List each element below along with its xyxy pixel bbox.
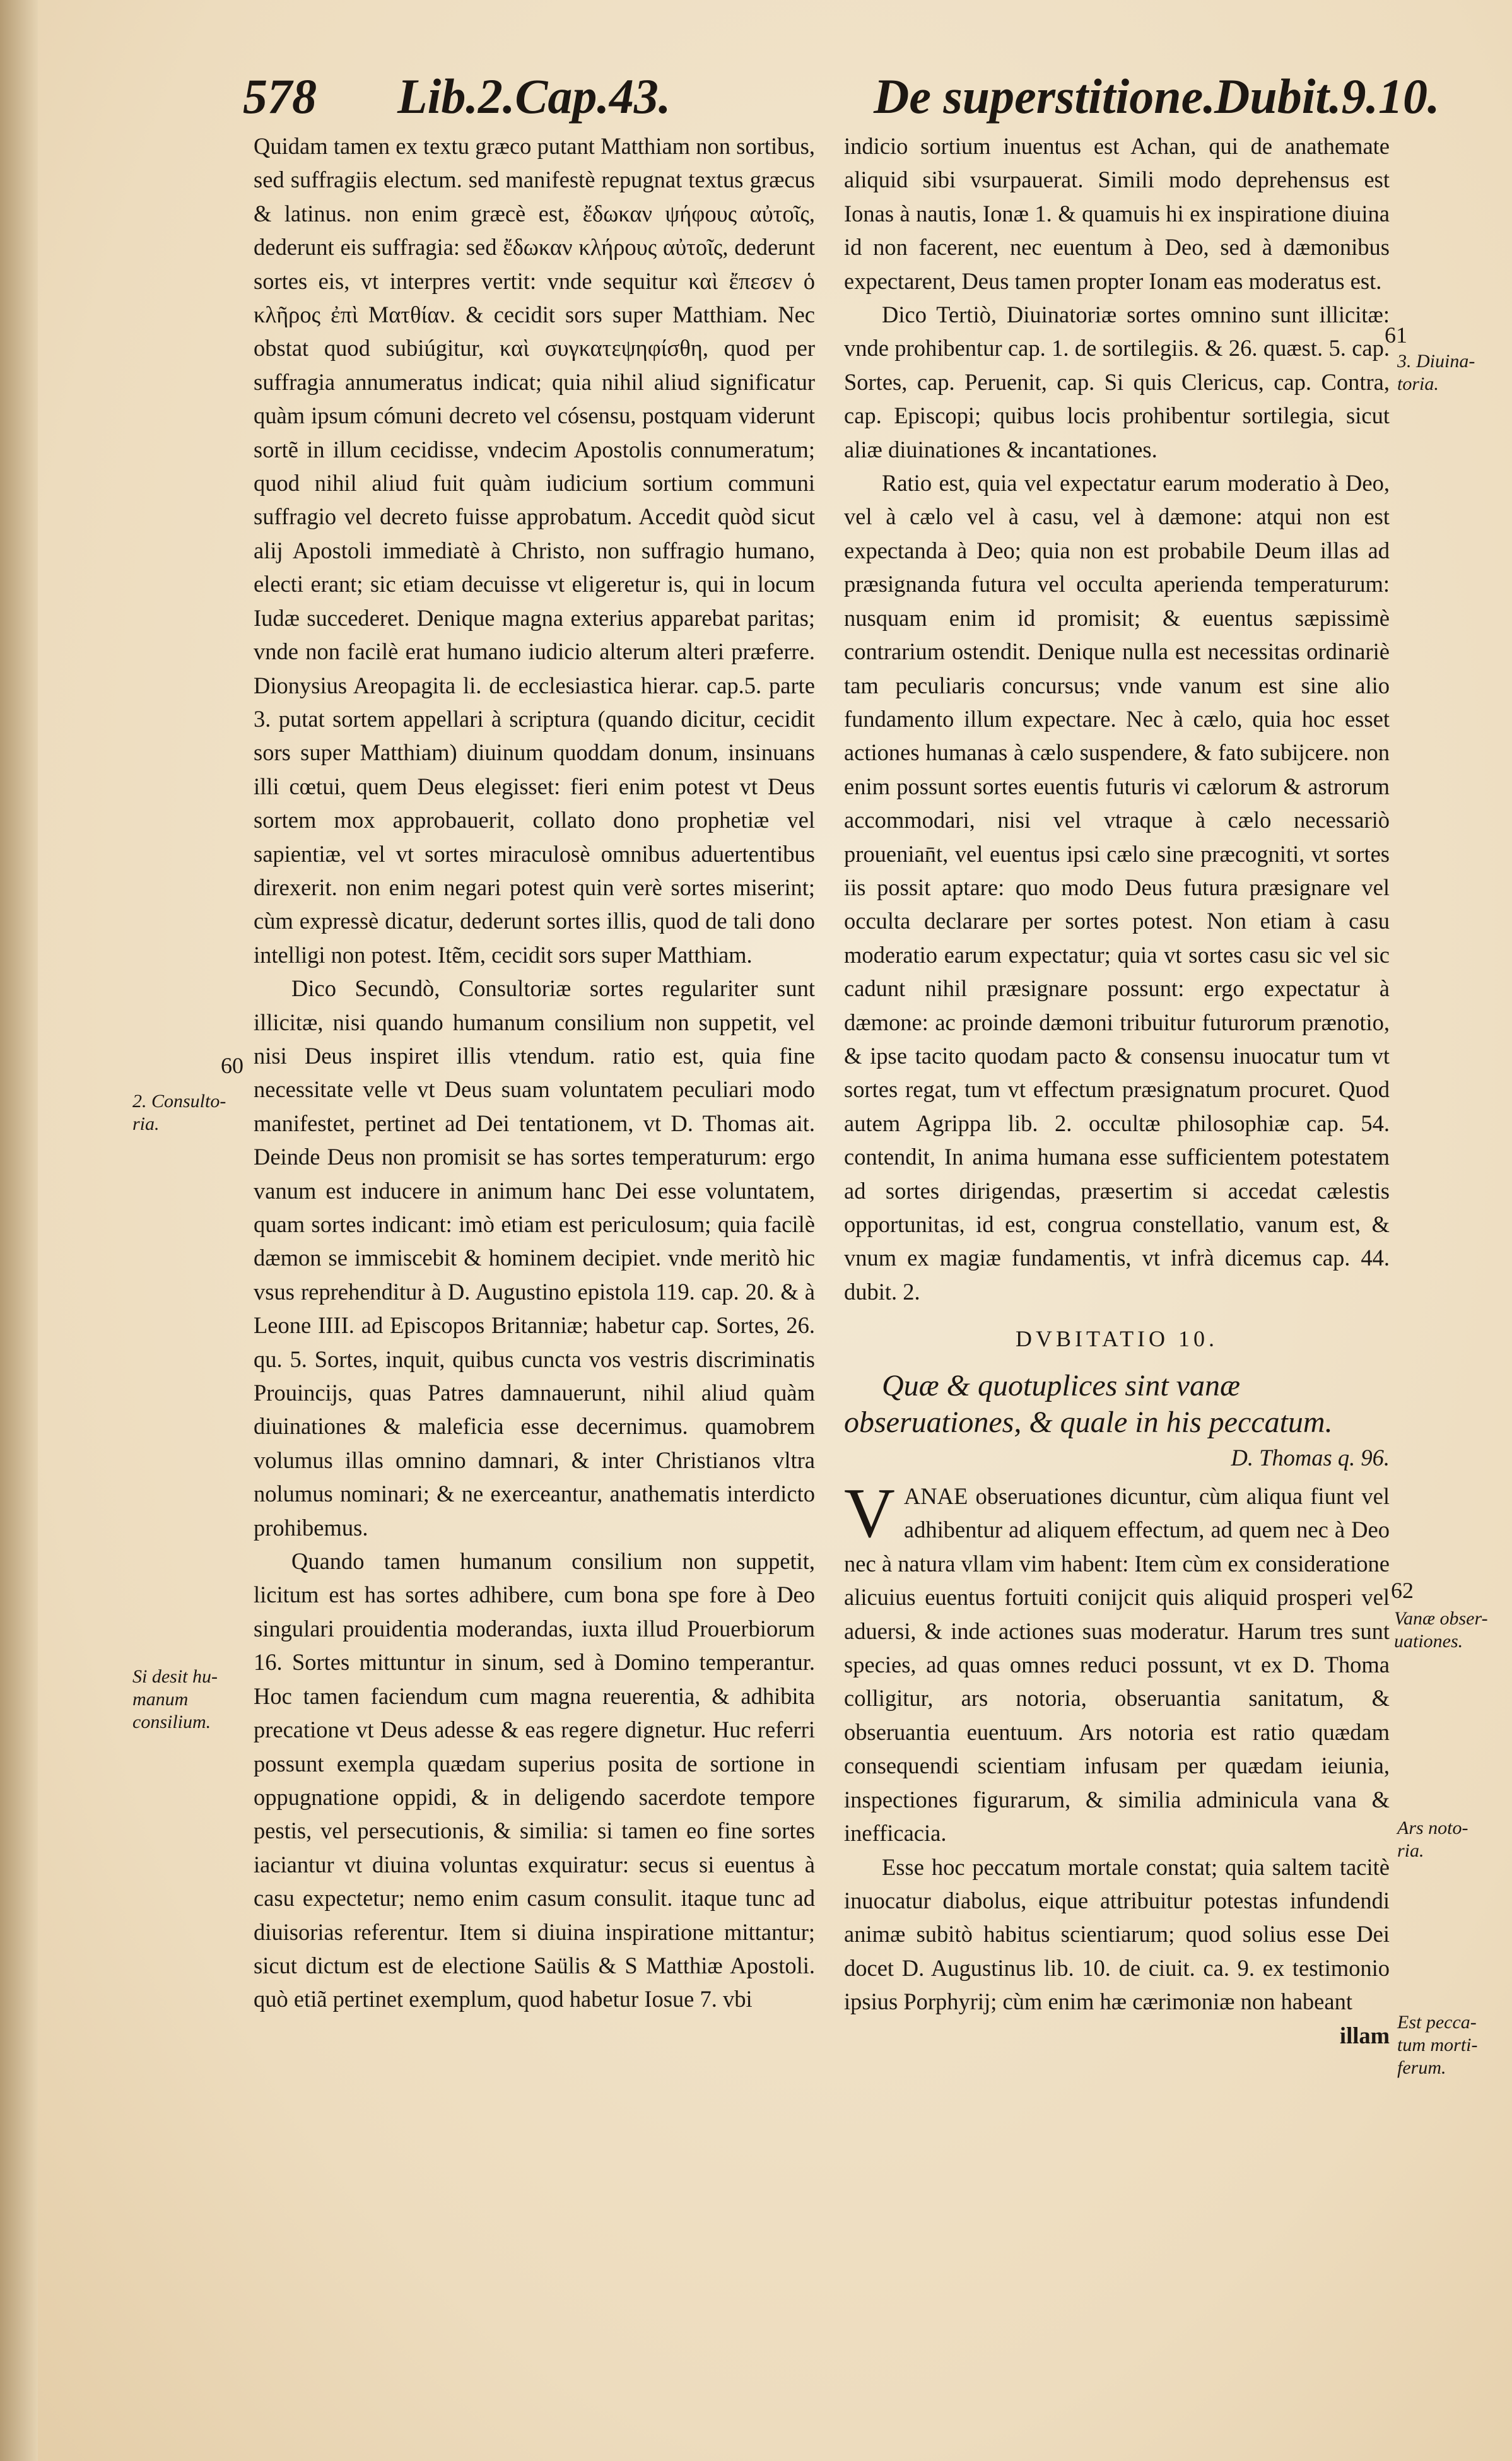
margin-note-si-desit: Si desit hu- manum consilium.: [132, 1666, 218, 1732]
paragraph: Quidam tamen ex textu græco putant Matthiam non sortibus, sed suffragiis electum. sed manifestè repugnat textus græcus & latinus. non enim græcè est, ἔδωκαν ψήφους αὐτοῖς, dederunt eis suffragia: sed ἔδωκαν κλήρους αὐτοῖς, dederunt sortes eis, vt interpres vertit: vnde sequitur καὶ ἔπεσεν ὁ κλῆρος ἐπὶ Ματθίαν. & cecidit sors super Matthiam. Nec obstat quod subiúgitur, καὶ συγκατεψηφίσθη, quod per suffragia annumeratus indicat; quia nihil aliud significatur quàm ipsum cómuni decreto vel cósensu, postquam viderunt sortẽ in illum cecidisse, vndecim Apostolis connumeratum; quod nihil aliud fuit quàm iudicium sortium communi suffragio vel decreto fuisse approbatum. Accedit quòd sicut alij Apostoli immediatè à Christo, non suffragio humano, electi erant; sic etiam decuisse vt eligeretur is, qui in locum Iudæ succederet. Denique magna exterius apparebat paritas; vnde non facilè erat humano iudicio alterum alteri præferre. Dionysius Areopagita li. de ecclesiastica hierar. cap.5. parte 3. putat sortem appellari à scriptura (quando dicitur, cecidit sors super Matthiam) diuinum quoddam donum, insinuans illi cœtui, quem Deus elegisset: fieri enim potest vt Deus sortem mox approbauerit, collato dono prophetiæ vel sapientiæ, vel vt sortes miraculosè omnibus aduertentibus direxerit. non enim negari potest quin verè sortes miserint; cùm expressè dicatur, dederunt sortes illis, quod de tali dono intelligi non potest. Itẽm, cecidit sors super Matthiam.: [254, 133, 815, 968]
running-header: [243, 62, 1440, 131]
margin-note-consultoria: 2. Consulto- ria.: [132, 1091, 226, 1134]
page-gutter: [0, 0, 38, 2461]
margin-note-vanae-obseruationes: Vanæ obser- uationes.: [1394, 1608, 1488, 1652]
margin-number-60: 60: [221, 1053, 243, 1078]
paragraph: Dico Secundò, Consultoriæ sortes regulariter sunt illicitæ, nisi quando humanum consilium non suppetit, vel nisi Deus inspiret illis vtendum. ratio est, quia fine necessitate velle vt Deus suam voluntatem peculiari modo manifestet, pertinet ad Dei tentationem, vt D. Thomas ait. Deinde Deus non promisit se has sortes temperaturum: ergo vanum est inducere in animum hanc Dei esse voluntatem, quam sortes indicant: imò etiam est periculosum; quia facilè dæmon se immiscebit & hominem decipiet. vnde meritò hic vsus reprehenditur à D. Augustino epistola 119. cap. 20. & à Leone IIII. ad Episcopos Britanniæ; habetur cap. Sortes, 26. qu. 5. Sortes, inquit, quibus cuncta vos vestris discriminatis Prouincijs, quas Patres damnauerunt, nihil aliud quàm diuinationes & maleficia esse decernimus. quamobrem volumus illas omnino damnari, & inter Christianos vltra nolumus nominari; & ne exerceantur, anathematis interdicto prohibemus.: [254, 975, 815, 1541]
paragraph: Quando tamen humanum consilium non suppetit, licitum est has sortes adhibere, cum bona spe fore à Deo singulari prouidentia moderandas, iuxta illud Prouerbiorum 16. Sortes mittuntur in sinum, sed à Domino temperantur. Hoc tamen faciendum cum magna reuerentia, & adhibita precatione vt Deus adesse & eas regere dignetur. Huc referri possunt exempla quædam superius posita de sortione in oppugnatione oppidi, & in deligendo sacerdote tempore pestis, vel persecutionis, & similia: si tamen eo fine sortes iaciantur vt diuina voluntas exquiratur: secus si euentus à casu expectetur; nemo enim casum consulit. itaque tunc ad diuisorias referentur. Item si diuina inspiratione mittantur; sicut dictum est de electione Saülis & S Matthiæ Apostoli. quò etiã pertinet exemplum, quod habetur Iosue 7. vbi: [254, 1548, 815, 2012]
left-column: [254, 129, 815, 2016]
book-chapter: Lib.2.Cap.43.: [397, 69, 671, 124]
page-number: 578: [243, 69, 317, 124]
dubit-label: Dubit.9.10.: [1214, 69, 1440, 124]
margin-number-61: 61: [1385, 322, 1407, 348]
margin-note-est-peccatum: Est pecca- tum morti- ferum.: [1397, 2012, 1478, 2078]
margin-note-ars-notoria: Ars noto- ria.: [1397, 1818, 1468, 1861]
paragraph: Ratio est, quia vel expectatur earum moderatio à Deo, vel à cælo vel à casu, vel à dæmone: atqui non est expectanda à Deo; quia non est probabile Deum illas ad præsignanda futura vel occulta aperienda temperaturum: nusquam enim id promisit; & euentus sæpissimè contrarium ostendit. Denique nulla est necessitas ordinariè tam peculiaris concursus; vnde vanum est sine alio fundamento illum expectare. Nec à cælo, quia hoc esset actiones humanas à cælo suspendere, & fato subijcere. non enim possunt sortes euentis futuris vi cælorum & astrorum accommodari, nisi vel vtraque à cælo necessariò prouenian̄t, vel euentus ipsi cælo sine præcogniti, vt sortes iis possit aptare: quo modo Deus futura præsignare vel occulta declarare per sortes potest. Non etiam à casu moderatio earum expectatur; quia vt sortes casu sic vel sic cadunt nihil præsignare possunt: ergo expectatur à dæmone: ac proinde dæmoni tribuitur futurorum prænotio, & ipse tacito quodam pacto & consensu inuocatur tum vt sortes regat, tum vt effectum præsignatum procuret. Quod autem Agrippa lib. 2. occultæ philosophiæ cap. 54. contendit, In anima humana esse sufficientem potestatem ad sortes dirigendas, præsertim si accedat cælestis opportunitas, id est, congrua constellatio, vanum est, & vnum ex magiæ fundamentis, vt infrà dicemus cap. 44. dubit. 2.: [844, 470, 1390, 1305]
dubitatio-heading: DVBITATIO 10.: [1015, 1326, 1219, 1352]
paragraph: Dico Tertiò, Diuinatoriæ sortes omnino sunt illicitæ: vnde prohibentur cap. 1. de sortilegiis. & 26. quæst. 5. cap. Sortes, cap. Peruenit, cap. Si quis Clericus, cap. Contra, cap. Episcopi; quibus locis prohibentur sortilegia, sicut aliæ diuinationes & incantationes.: [844, 302, 1390, 462]
margin-note-diuinatoria: 3. Diuina- toria.: [1397, 351, 1475, 394]
catchword: illam: [1339, 2022, 1390, 2048]
paragraph: indicio sortium inuentus est Achan, qui de anathemate aliquid sibi vsurpauerat. Simili modo deprehensus est Ionas à nautis, Ionæ 1. & quamuis hi ex inspiratione diuina id non facerent, nec euentum à Deo, sed à dæmonibus expectarent, Deus tamen propter Ionam eas moderatus est.: [844, 133, 1390, 294]
thomas-reference: D. Thomas q. 96.: [1231, 1444, 1390, 1471]
topic-title: De superstitione.: [874, 69, 1216, 124]
paragraph: Esse hoc peccatum mortale constat; quia saltem tacitè inuocatur diabolus, eique attribuitur potestas infundendi animæ subitò habitus scientiarum; quod solius esse Dei docet D. Augustinus lib. 10. de ciuit. ca. 9. ex testimonio ipsius Porphyrij; cùm enim hæ cærimoniæ non habeant: [844, 1853, 1390, 2015]
paragraph: [844, 1474, 1390, 1850]
question-title: Quæ & quotuplices sint vanæ obseruationes, & quale in his peccatum.: [844, 1368, 1333, 1439]
drop-cap: V: [844, 1474, 895, 1553]
margin-number-62: 62: [1391, 1578, 1414, 1603]
paragraph-text: ANAE obseruationes dicuntur, cùm aliqua fiunt vel adhibentur ad aliquem effectum, ad quem nec à Deo nec à natura vllam vim habent: Item cùm ex consideratione alicuius euentus fortuiti conijcit quis aliquid prosperi vel aduersi, & inde actiones suas moderatur. Harum tres sunt species, ad quas omnes reduci possunt, vt ex D. Thoma colligitur, ars notoria, obseruantia sanitatum, & obseruantia euentuum. Ars notoria est ratio quædam consequendi scientiam infusam per quædam ieiunia, inspectiones figurarum, & similia adminicula vana & inefficacia.: [844, 1483, 1390, 1847]
right-column: [844, 129, 1390, 2052]
